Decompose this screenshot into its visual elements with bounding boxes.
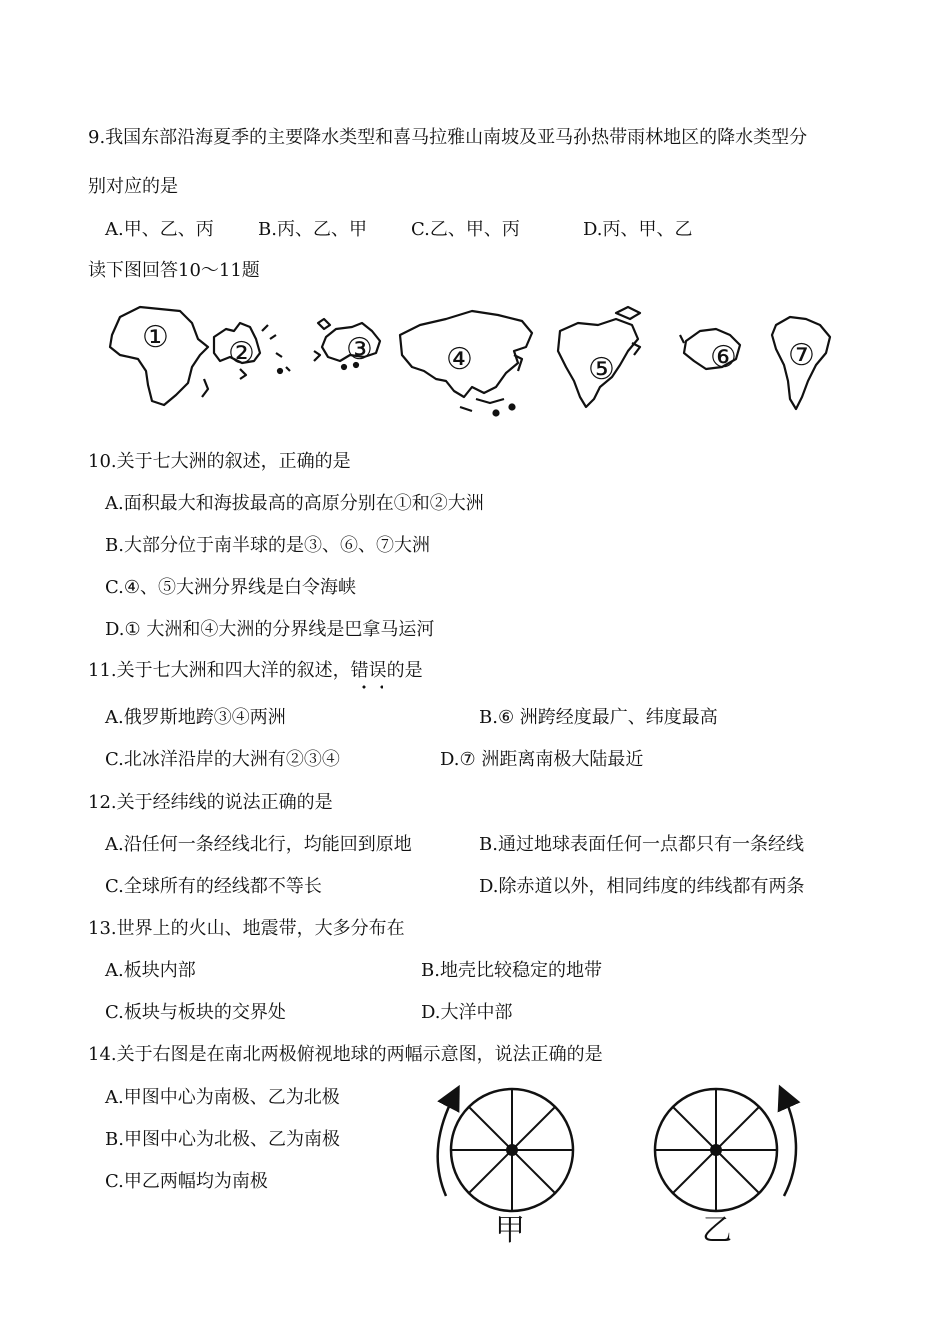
polar-diagram-jia [428, 1078, 588, 1228]
q11-stem-emphasis: 错误 [350, 660, 387, 681]
q10-option-d: D.① 大洲和④大洲的分界线是巴拿马运河 [105, 619, 435, 640]
q14-option-c: C.甲乙两幅均为南极 [105, 1171, 268, 1192]
q9-option-c: C.乙、甲、丙 [411, 219, 520, 240]
continent-label-1: ① [142, 320, 169, 355]
q11-option-a: A.俄罗斯地跨③④两洲 [105, 707, 286, 728]
q12-stem: 12.关于经纬线的说法正确的是 [88, 792, 333, 813]
q9-option-b: B.丙、乙、甲 [258, 219, 367, 240]
polar-diagram-yi [650, 1078, 810, 1228]
continent-label-7: ⑦ [788, 338, 815, 373]
q9-stem-line2: 别对应的是 [88, 176, 178, 197]
q14-option-a: A.甲图中心为南极、乙为北极 [105, 1087, 340, 1108]
q13-option-a: A.板块内部 [105, 960, 196, 981]
q13-stem: 13.世界上的火山、地震带，大多分布在 [88, 918, 405, 939]
q11-option-c: C.北冰洋沿岸的大洲有②③④ [105, 749, 340, 770]
q10-option-c: C.④、⑤大洲分界线是白令海峡 [105, 577, 356, 598]
polar-label-jia: 甲 [495, 1213, 525, 1248]
q11-option-d: D.⑦ 洲距离南极大陆最近 [440, 749, 644, 770]
q11-stem [88, 659, 423, 683]
q14-option-b: B.甲图中心为北极、乙为南极 [105, 1129, 340, 1150]
continent-label-6: ⑥ [710, 340, 737, 375]
q11-option-b: B.⑥ 洲跨经度最广、纬度最高 [479, 707, 718, 728]
polar-label-yi: 乙 [702, 1213, 732, 1248]
continent-label-3: ③ [346, 332, 373, 367]
q13-option-b: B.地壳比较稳定的地带 [421, 960, 602, 981]
continent-label-2: ② [228, 336, 255, 371]
continent-label-4: ④ [446, 342, 473, 377]
q11-stem-after: 的是 [386, 660, 423, 681]
q10-stem: 10.关于七大洲的叙述，正确的是 [88, 451, 351, 472]
map-intro: 读下图回答10～11题 [88, 260, 260, 281]
q12-option-a: A.沿任何一条经线北行，均能回到原地 [105, 834, 412, 855]
q9-option-a: A.甲、乙、丙 [105, 219, 214, 240]
q9-stem-line1: 9.我国东部沿海夏季的主要降水类型和喜马拉雅山南坡及亚马孙热带雨林地区的降水类型分 [88, 127, 808, 148]
q13-option-c: C.板块与板块的交界处 [105, 1002, 286, 1023]
q10-option-b: B.大部分位于南半球的是③、⑥、⑦大洲 [105, 535, 430, 556]
q10-option-a: A.面积最大和海拔最高的高原分别在①和②大洲 [105, 493, 484, 514]
q12-option-c: C.全球所有的经线都不等长 [105, 876, 322, 897]
q14-stem: 14.关于右图是在南北两极俯视地球的两幅示意图，说法正确的是 [88, 1044, 603, 1065]
continent-map-strip [100, 295, 860, 425]
q11-stem-before: 11.关于七大洲和四大洋的叙述， [88, 660, 351, 681]
q12-option-d: D.除赤道以外，相同纬度的纬线都有两条 [479, 876, 805, 897]
q9-option-d: D.丙、甲、乙 [583, 219, 693, 240]
q12-option-b: B.通过地球表面任何一点都只有一条经线 [479, 834, 804, 855]
q13-option-d: D.大洋中部 [421, 1002, 513, 1023]
continent-label-5: ⑤ [588, 352, 615, 387]
